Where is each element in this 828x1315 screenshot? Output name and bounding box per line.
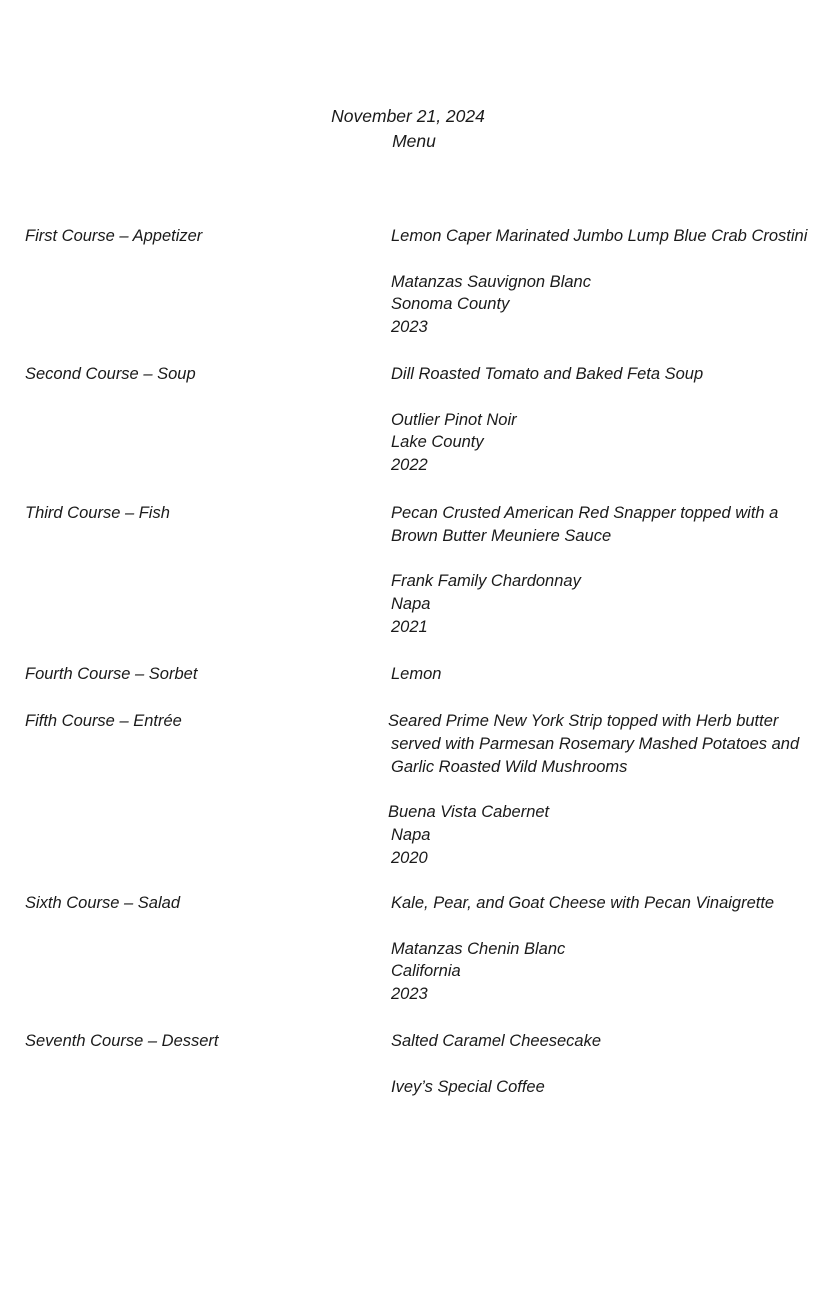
dish-line: Lemon [391,665,442,683]
course-label: Third Course – Fish [25,504,170,522]
course-detail [391,225,821,339]
course-label: Fourth Course – Sorbet [25,665,198,683]
wine-name: Outlier Pinot Noir [391,410,517,429]
menu-title: Menu [392,131,436,151]
wine-name: Matanzas Sauvignon Blanc [391,272,591,291]
menu-date: November 21, 2024 [331,106,485,126]
wine-region: Napa [391,825,431,844]
dish-line: Lemon Caper Marinated Jumbo Lump Blue Crab Crostini [391,227,808,245]
dish-line: Brown Butter Meuniere Sauce [391,526,612,545]
course-label: Second Course – Soup [25,365,196,383]
wine-region: Lake County [391,433,484,452]
wine-region: California [391,962,461,981]
wine-vintage: 2022 [391,456,428,475]
wine-region: Napa [391,595,431,614]
dish-line: Garlic Roasted Wild Mushrooms [391,757,628,776]
dish-line: Kale, Pear, and Goat Cheese with Pecan Vinaigrette [391,894,775,912]
menu-header [0,104,828,154]
course-label: Fifth Course – Entrée [25,712,182,730]
course-detail [391,1030,821,1098]
course-detail [391,363,821,477]
course-detail [391,502,821,639]
wine-vintage: 2021 [391,617,428,636]
course-detail [391,892,821,1006]
dish-line: Salted Caramel Cheesecake [391,1032,602,1050]
wine-vintage: 2023 [391,318,428,337]
wine-name: Matanzas Chenin Blanc [391,939,566,958]
course-label: Seventh Course – Dessert [25,1032,219,1050]
wine-vintage: 2023 [391,985,428,1004]
wine-vintage: 2020 [391,848,428,867]
dish-line: served with Parmesan Rosemary Mashed Potatoes and [391,734,800,753]
course-label: Sixth Course – Salad [25,894,181,912]
beverage-name: Ivey’s Special Coffee [391,1077,545,1096]
dish-line: Seared Prime New York Strip topped with Herb butter [388,712,779,730]
course-detail [391,663,821,686]
course-label: First Course – Appetizer [25,227,203,245]
wine-name: Buena Vista Cabernet [388,803,550,822]
dish-line: Dill Roasted Tomato and Baked Feta Soup [391,365,704,383]
wine-region: Sonoma County [391,295,510,314]
course-detail [388,710,818,870]
wine-name: Frank Family Chardonnay [391,572,581,591]
dish-line: Pecan Crusted American Red Snapper topped with a [391,504,779,522]
